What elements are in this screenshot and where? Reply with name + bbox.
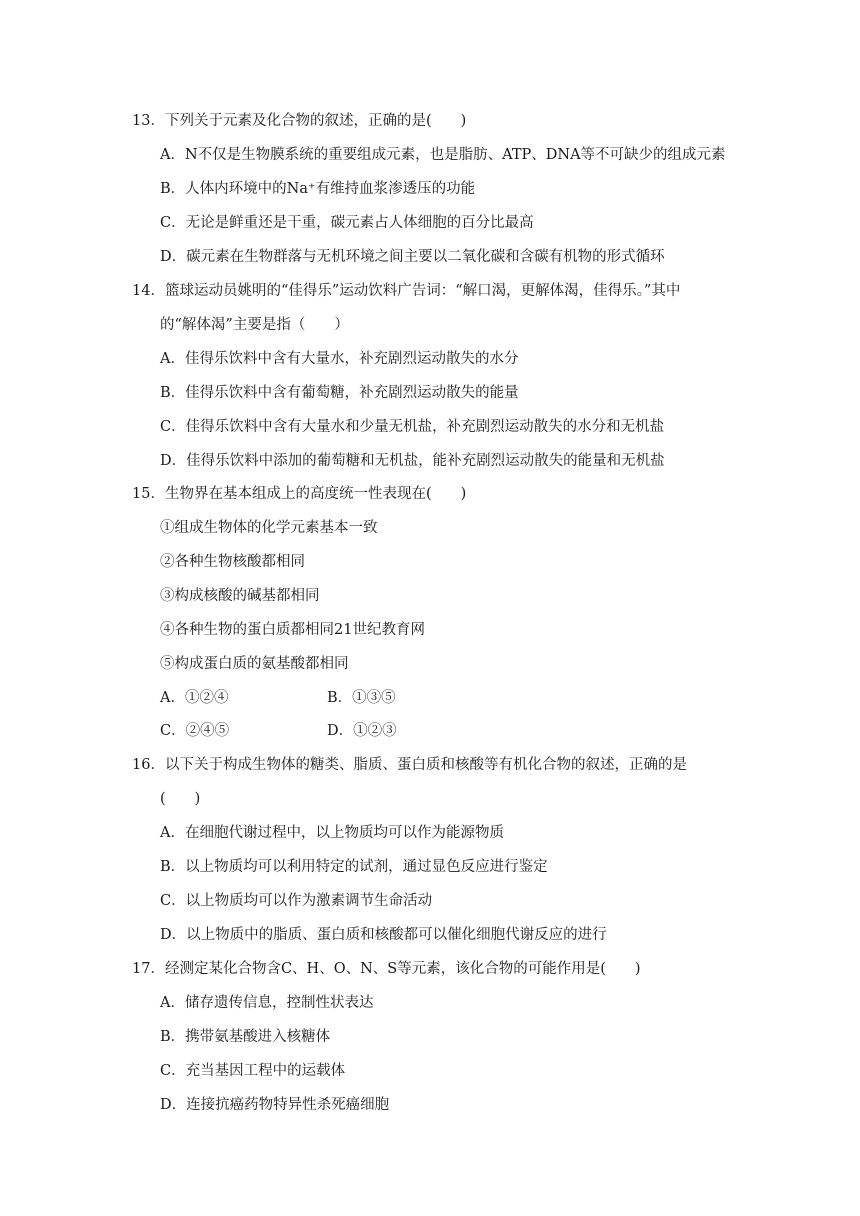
question-15-option-c: C．②④⑤ — [160, 723, 230, 739]
question-14-option-a: A．佳得乐饮料中含有大量水，补充剧烈运动散失的水分 — [160, 351, 519, 367]
question-14-option-b: B．佳得乐饮料中含有葡萄糖，补充剧烈运动散失的能量 — [160, 385, 519, 401]
question-15-statement-3: ③构成核酸的碱基都相同 — [160, 588, 320, 604]
question-16-option-b: B．以上物质均可以利用特定的试剂，通过显色反应进行鉴定 — [160, 859, 548, 875]
question-15-option-d: D．①②③ — [327, 723, 397, 739]
question-17-option-b: B．携带氨基酸进入核糖体 — [160, 1029, 331, 1045]
question-15-option-a: A．①②④ — [160, 690, 229, 706]
question-16-option-a: A．在细胞代谢过程中，以上物质均可以作为能源物质 — [160, 825, 504, 841]
question-13-option-d: D．碳元素在生物群落与无机环境之间主要以二氧化碳和含碳有机物的形式循环 — [160, 249, 665, 265]
question-16-option-d: D．以上物质中的脂质、蛋白质和核酸都可以催化细胞代谢反应的进行 — [160, 927, 607, 943]
question-14-option-d: D．佳得乐饮料中添加的葡萄糖和无机盐，能补充剧烈运动散失的能量和无机盐 — [160, 453, 665, 469]
question-14-stem-line-2: 的“解体渴”主要是指（ ） — [160, 317, 349, 333]
question-13-option-b: B．人体内环境中的Na⁺有维持血浆渗透压的功能 — [160, 181, 476, 197]
question-13-stem: 13．下列关于元素及化合物的叙述，正确的是( ) — [132, 113, 467, 129]
question-13-option-a: A．N不仅是生物膜系统的重要组成元素，也是脂肪、ATP、DNA等不可缺少的组成元素 — [160, 147, 726, 163]
question-17-stem: 17．经测定某化合物含C、H、O、N、S等元素，该化合物的可能作用是( ) — [132, 961, 641, 977]
question-14-stem-line-1: 14．篮球运动员姚明的“佳得乐”运动饮料广告词：“解口渴，更解体渴，佳得乐。”其中 — [132, 283, 681, 299]
question-15-statement-4: ④各种生物的蛋白质都相同21世纪教育网 — [160, 622, 425, 638]
question-15-statement-5: ⑤构成蛋白质的氨基酸都相同 — [160, 656, 349, 672]
question-17-option-a: A．储存遗传信息，控制性状表达 — [160, 995, 374, 1011]
question-15-stem: 15．生物界在基本组成上的高度统一性表现在( ) — [132, 486, 467, 502]
question-16-stem-line-2: ( ) — [160, 791, 201, 807]
question-15-statement-1: ①组成生物体的化学元素基本一致 — [160, 520, 378, 536]
question-14-option-c: C．佳得乐饮料中含有大量水和少量无机盐，补充剧烈运动散失的水分和无机盐 — [160, 419, 665, 435]
question-17-option-c: C．充当基因工程中的运载体 — [160, 1063, 346, 1079]
question-13-option-c: C．无论是鲜重还是干重，碳元素占人体细胞的百分比最高 — [160, 215, 534, 231]
question-17-option-d: D．连接抗癌药物特异性杀死癌细胞 — [160, 1097, 390, 1113]
question-15-option-b: B．①③⑤ — [327, 690, 396, 706]
question-15-statement-2: ②各种生物核酸都相同 — [160, 554, 305, 570]
question-16-stem-line-1: 16．以下关于构成生物体的糖类、脂质、蛋白质和核酸等有机化合物的叙述，正确的是 — [132, 757, 687, 773]
question-16-option-c: C．以上物质均可以作为激素调节生命活动 — [160, 893, 433, 909]
